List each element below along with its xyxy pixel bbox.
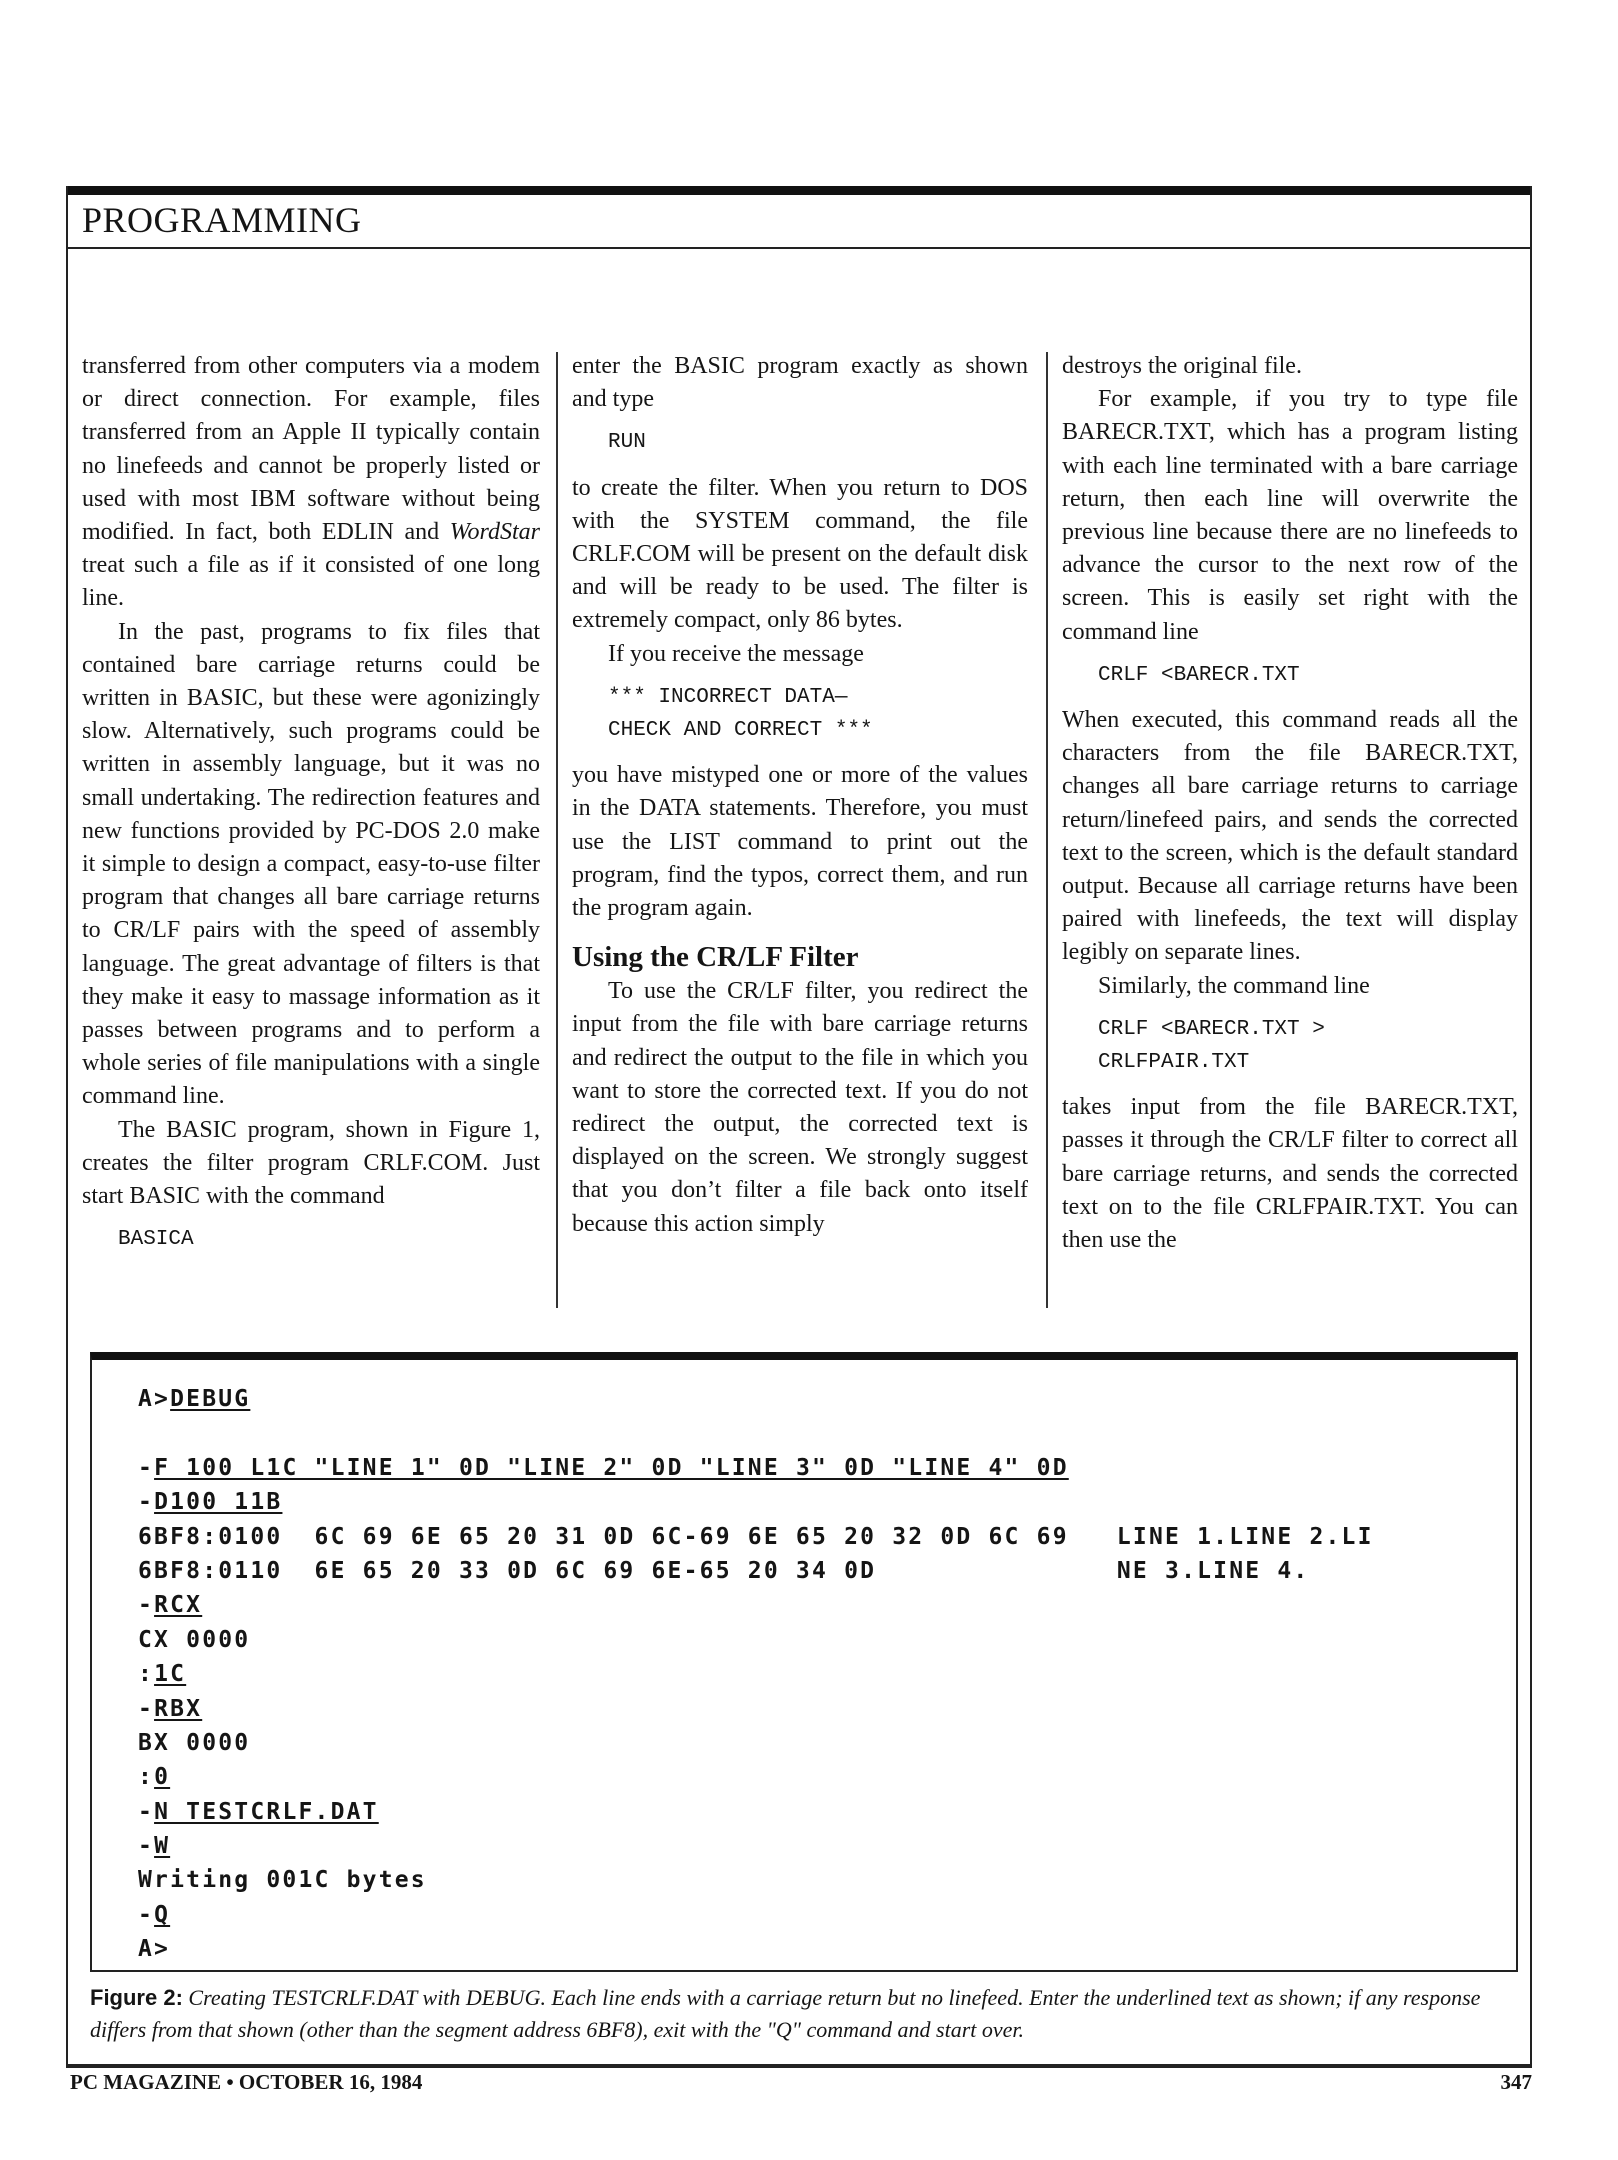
- debug-output: BX 0000: [138, 1729, 251, 1756]
- debug-listing: [138, 1382, 1374, 1967]
- debug-prompt: -: [138, 1798, 155, 1825]
- col3-paragraph-2: For example, if you try to type file BARECR.TXT, which has a program listing with each line terminated with a bare carriage return, then each line will overwrite the previous line because there are no linefeeds to advance the cursor to the next row of the screen. This is easily set right with the command line: [1062, 386, 1518, 645]
- debug-prompt: :: [138, 1661, 155, 1688]
- debug-line: [138, 1554, 1374, 1588]
- debug-prompt: -: [138, 1833, 155, 1860]
- col1-paragraph-3: The BASIC program, shown in Figure 1, creates the filter program CRLF.COM. Just start BASIC with the command: [82, 1116, 540, 1210]
- debug-prompt: :: [138, 1764, 155, 1791]
- column-1: [82, 350, 540, 1268]
- debug-user-input: Q: [154, 1901, 171, 1928]
- col1-p1-emphasis: WordStar: [449, 519, 540, 546]
- col2-heading: Using the CR/LF Filter: [572, 941, 859, 974]
- col1-paragraph-1: [82, 350, 540, 616]
- col2-code-error-message: *** INCORRECT DATA— CHECK AND CORRECT ***: [608, 685, 873, 743]
- column-divider-2: [1046, 352, 1048, 1308]
- debug-line: [138, 1760, 1374, 1794]
- footer-rule: [66, 2066, 1532, 2068]
- debug-line: [138, 1692, 1374, 1726]
- debug-line: [138, 1382, 1374, 1416]
- col2-code-run: RUN: [608, 431, 646, 455]
- debug-user-input: W: [154, 1833, 171, 1860]
- column-2: [572, 350, 1028, 1241]
- section-header: [68, 195, 1530, 249]
- col2-paragraph-1: enter the BASIC program exactly as shown and type: [572, 353, 1028, 413]
- debug-user-input: RCX: [154, 1592, 203, 1619]
- caption-text: Creating TESTCRLF.DAT with DEBUG. Each line ends with a carriage return but no linefeed. Enter the underlined text as shown; if any response differs from that shown (other than the segment address 6BF8), exit with the "Q" command and start over.: [90, 1985, 1481, 2042]
- debug-prompt: A>: [138, 1386, 171, 1412]
- col1-paragraph-2: In the past, programs to fix files that contained bare carriage returns could be written in BASIC, but these were agonizingly slow. Alternatively, such programs could be written in assembly language, but it was no small undertaking. The redirection features and new functions provided by PC-DOS 2.0 make it simple to design a compact, easy-to-use filter program that changes all bare carriage returns to CR/LF pairs with the speed of assembly language. The great advantage of filters is that they make it easy to massage information as it passes between programs and to perform a whole series of file manipulations with a single command line.: [82, 618, 540, 1110]
- col1-code-basica: BASICA: [118, 1228, 194, 1252]
- column-divider-1: [556, 352, 558, 1308]
- debug-line: [138, 1588, 1374, 1622]
- debug-line: [138, 1795, 1374, 1829]
- column-3: [1062, 350, 1518, 1257]
- col2-paragraph-3: If you receive the message: [608, 640, 864, 667]
- debug-line: [138, 1520, 1374, 1554]
- debug-user-input: D100 11B: [154, 1489, 283, 1516]
- debug-line: [138, 1898, 1374, 1932]
- debug-output: 6BF8:0100 6C 69 6E 65 20 31 0D 6C-69 6E 65 20 32 0D 6C 69 LINE 1.LINE 2.LI: [138, 1523, 1374, 1550]
- col1-p1-text: transferred from other computers via a modem or direct connection. For example, files transferred from an Apple II typically contain no linefeeds and cannot be properly listed or used with most IBM software without being modified. In fact, both EDLIN and: [82, 353, 540, 546]
- debug-prompt: -: [138, 1901, 155, 1928]
- col2-paragraph-4: you have mistyped one or more of the values in the DATA statements. Therefore, you must use the LIST command to print out the program, find the typos, correct them, and run the program again.: [572, 762, 1028, 922]
- debug-output: CX 0000: [138, 1626, 251, 1653]
- col3-paragraph-5: takes input from the file BARECR.TXT, passes it through the CR/LF filter to correct all bare carriage returns, and sends the corrected text on to the file CRLFPAIR.TXT. You can then use the: [1062, 1094, 1518, 1254]
- col2-paragraph-5: To use the CR/LF filter, you redirect the input from the file with bare carriage returns and redirect the output to the file in which you want to store the corrected text. If you do not redirect the output, the corrected text is displayed on the screen. We strongly suggest that you don’t filter a file back onto itself because this action simply: [572, 978, 1028, 1237]
- figure-caption: [90, 1982, 1520, 2046]
- debug-user-input: 0: [154, 1764, 171, 1791]
- col3-code-2: CRLF <BARECR.TXT > CRLFPAIR.TXT: [1098, 1017, 1325, 1075]
- debug-user-input: 1C: [154, 1661, 187, 1688]
- debug-user-input: F 100 L1C "LINE 1" 0D "LINE 2" 0D "LINE 3" 0D "LINE 4" 0D: [154, 1454, 1069, 1481]
- debug-user-input: N TESTCRLF.DAT: [154, 1798, 379, 1825]
- debug-line: [138, 1863, 1374, 1897]
- debug-prompt: -: [138, 1695, 155, 1722]
- page-number: 347: [1500, 2070, 1532, 2094]
- debug-user-input: RBX: [154, 1695, 203, 1722]
- debug-line: [138, 1451, 1374, 1485]
- col3-paragraph-3: When executed, this command reads all the characters from the file BARECR.TXT, changes all bare carriage returns to carriage return/linefeed pairs, and sends the corrected text to the screen, which is the default standard output. Because all carriage returns have been paired with linefeeds, the text will display legibly on separate lines.: [1062, 707, 1518, 966]
- col2-paragraph-2: to create the filter. When you return to DOS with the SYSTEM command, the file CRLF.COM will be present on the default disk and will be ready to be used. The filter is extremely compact, only 86 bytes.: [572, 474, 1028, 634]
- debug-user-input: DEBUG: [170, 1386, 251, 1412]
- figure-2-box: [90, 1352, 1518, 1972]
- debug-prompt: -: [138, 1454, 155, 1481]
- debug-line: [138, 1657, 1374, 1691]
- debug-line: [138, 1416, 1374, 1450]
- caption-label: Figure 2:: [90, 1985, 183, 2010]
- debug-prompt: -: [138, 1592, 155, 1619]
- col3-paragraph-4: Similarly, the command line: [1098, 972, 1370, 999]
- col1-p1-end: treat such a file as if it consisted of one long line.: [82, 552, 540, 612]
- col3-code-1: CRLF <BARECR.TXT: [1098, 663, 1300, 687]
- debug-line: [138, 1485, 1374, 1519]
- section-title: PROGRAMMING: [82, 200, 362, 240]
- debug-line: [138, 1726, 1374, 1760]
- debug-prompt: A>: [138, 1936, 171, 1963]
- debug-line: [138, 1932, 1374, 1966]
- debug-prompt: -: [138, 1489, 155, 1516]
- footer-publication: PC MAGAZINE • OCTOBER 16, 1984: [70, 2070, 423, 2094]
- debug-line: [138, 1623, 1374, 1657]
- debug-output: Writing 001C bytes: [138, 1867, 427, 1894]
- col3-paragraph-1: destroys the original file.: [1062, 353, 1302, 379]
- debug-line: [138, 1829, 1374, 1863]
- debug-output: 6BF8:0110 6E 65 20 33 0D 6C 69 6E-65 20 34 0D NE 3.LINE 4.: [138, 1557, 1310, 1584]
